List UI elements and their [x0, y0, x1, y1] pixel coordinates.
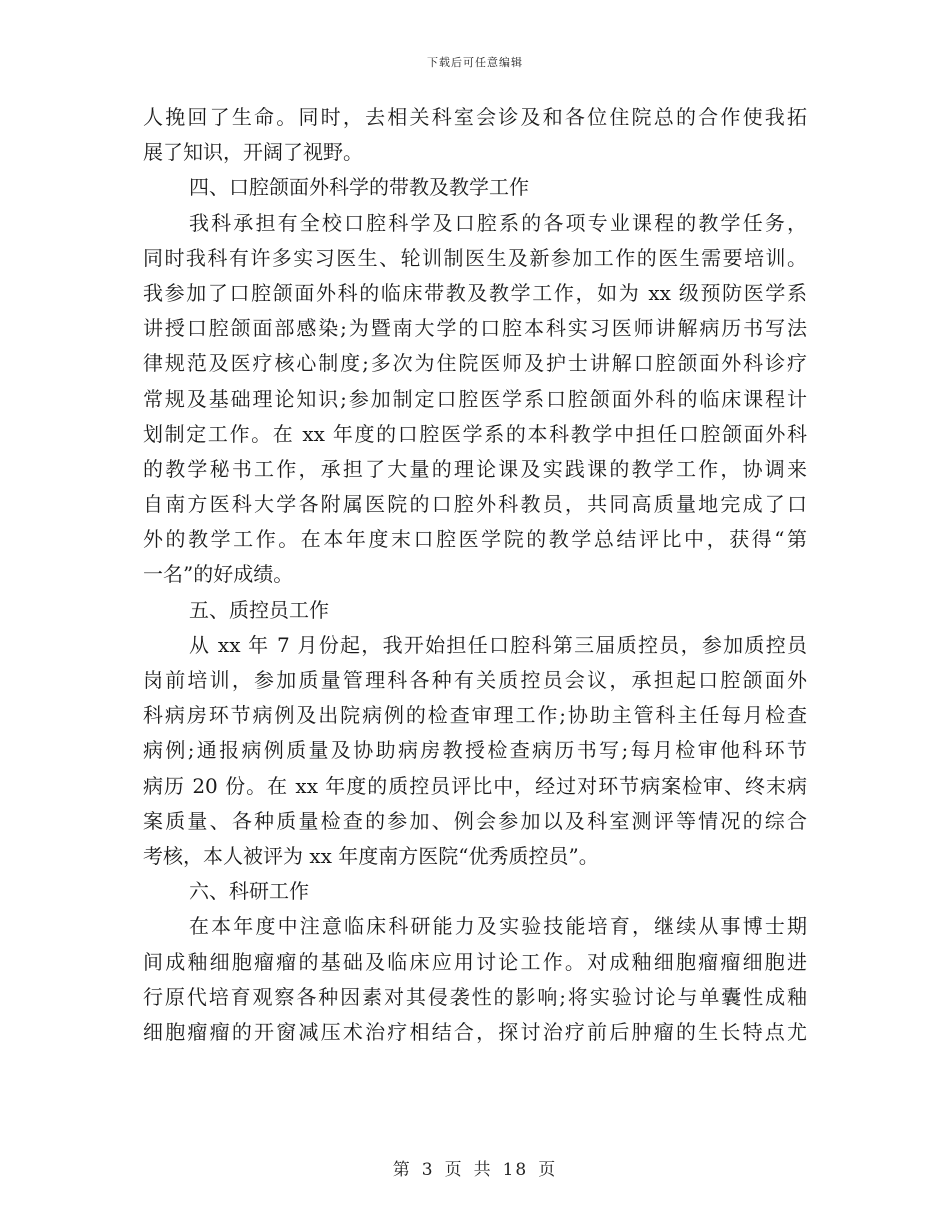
text-line: 我参加了口腔颌面外科的临床带教及教学工作，如为 xx 级预防医学系 [143, 280, 807, 305]
text-line: 在本年度中注意临床科研能力及实验技能培育，继续从事博士期 [189, 914, 807, 939]
text-line: 的教学秘书工作，承担了大量的理论课及实践课的教学工作，协调来 [143, 456, 807, 481]
text-line: 自南方医科大学各附属医院的口腔外科教员，共同高质量地完成了口 [143, 492, 807, 517]
text-line: 病历 20 份。在 xx 年度的质控员评比中，经过对环节病案检审、终末病 [143, 773, 807, 798]
text-line: 律规范及医疗核心制度;多次为住院医师及护士讲解口腔颌面外科诊疗 [143, 351, 807, 376]
page-header: 下载后可任意编辑 [427, 56, 523, 69]
footer-page-current: 3 [421, 1160, 435, 1180]
text-line: 从 xx 年 7 月份起，我开始担任口腔科第三届质控员，参加质控员 [189, 632, 807, 657]
text-line: 同时我科有许多实习医生、轮训制医生及新参加工作的医生需要培训。 [143, 245, 807, 270]
text-line: 间成釉细胞瘤瘤的基础及临床应用讨论工作。对成釉细胞瘤瘤细胞进 [143, 949, 807, 974]
text-line: 一名”的好成绩。 [143, 562, 294, 587]
footer-page-total: 18 [502, 1160, 529, 1180]
footer-page-label: 页 [444, 1160, 464, 1180]
text-line: 考核，本人被评为 xx 年度南方医院“优秀质控员”。 [143, 843, 599, 868]
text-line: 四、口腔颌面外科学的带教及教学工作 [189, 175, 529, 200]
footer-prefix: 第 [392, 1160, 412, 1180]
text-line: 划制定工作。在 xx 年度的口腔医学系的本科教学中担任口腔颌面外科 [143, 421, 807, 446]
text-line: 案质量、各种质量检查的参加、例会参加以及科室测评等情况的综合 [143, 808, 807, 833]
text-line: 科病房环节病例及出院病例的检查审理工作;协助主管科主任每月检查 [143, 703, 807, 728]
text-line: 讲授口腔颌面部感染;为暨南大学的口腔本科实习医师讲解病历书写法 [143, 316, 807, 341]
text-line: 展了知识，开阔了视野。 [143, 140, 363, 165]
text-line: 病例;通报病例质量及协助病房教授检查病历书写;每月检审他科环节 [143, 738, 807, 763]
document-body [143, 100, 807, 1050]
text-line: 行原代培育观察各种因素对其侵袭性的影响;将实验讨论与单囊性成釉 [143, 984, 807, 1009]
footer-total-prefix: 共 [473, 1160, 493, 1180]
text-line: 常规及基础理论知识;参加制定口腔医学系口腔颌面外科的临床课程计 [143, 386, 807, 411]
text-line: 五、质控员工作 [189, 597, 329, 622]
text-line: 我科承担有全校口腔科学及口腔系的各项专业课程的教学任务， [189, 210, 807, 235]
text-line: 人挽回了生命。同时，去相关科室会诊及和各位住院总的合作使我拓 [143, 105, 807, 129]
footer-suffix: 页 [538, 1160, 558, 1180]
text-line: 岗前培训，参加质量管理科各种有关质控员会议，承担起口腔颌面外 [143, 668, 807, 692]
text-line: 细胞瘤瘤的开窗减压术治疗相结合，探讨治疗前后肿瘤的生长特点尤 [143, 1019, 807, 1044]
text-line: 外的教学工作。在本年度末口腔医学院的教学总结评比中，获得“第 [143, 527, 807, 552]
text-line: 六、科研工作 [189, 879, 309, 904]
page-footer [0, 1155, 950, 1180]
